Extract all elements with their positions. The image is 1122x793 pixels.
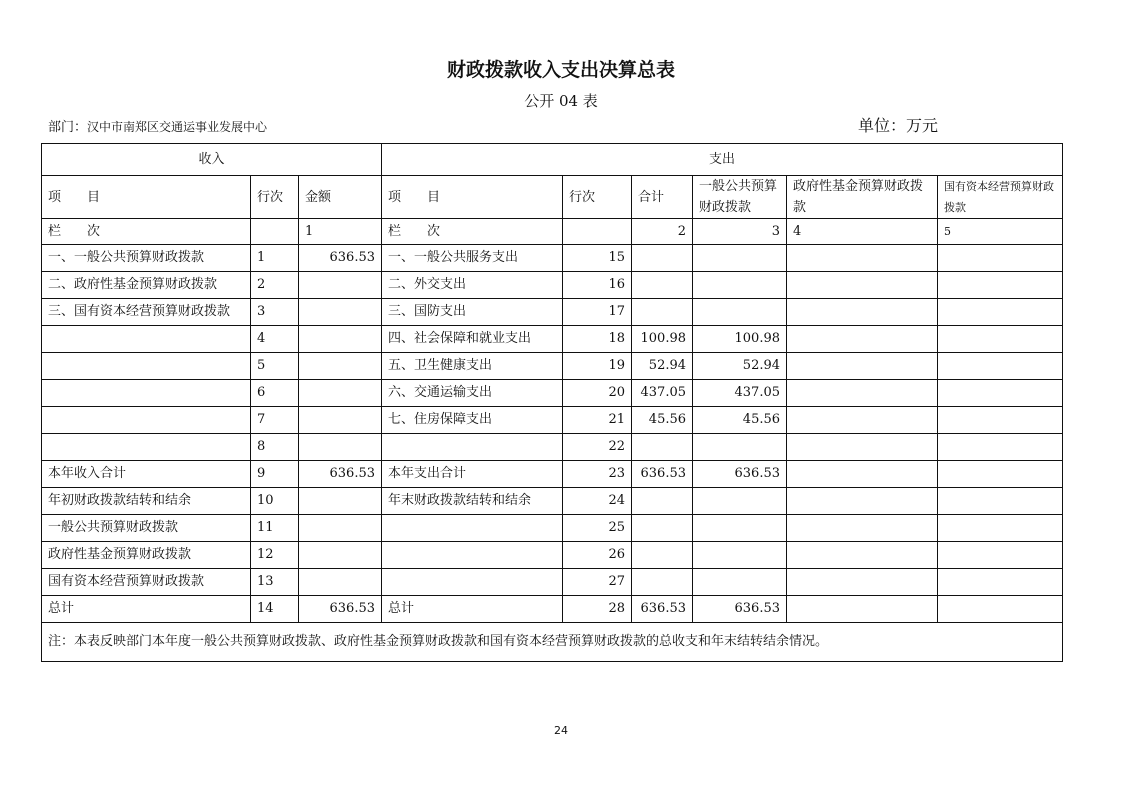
expense-total-header: 合计 [632, 176, 693, 219]
table-row [42, 461, 1063, 488]
state-capital-header: 国有资本经营预算财政拨款 [938, 176, 1063, 219]
expense-item-cell: 七、住房保障支出 [382, 407, 563, 434]
state-capital-cell [938, 596, 1063, 623]
income-item-cell [42, 326, 251, 353]
income-row-no-cell: 13 [251, 569, 299, 596]
income-row-no-cell: 11 [251, 515, 299, 542]
expense-item-cell [382, 569, 563, 596]
state-capital-cell [938, 407, 1063, 434]
state-capital-cell [938, 542, 1063, 569]
expense-item-cell: 二、外交支出 [382, 272, 563, 299]
table-row [42, 299, 1063, 326]
column-index-4: 4 [787, 219, 938, 245]
income-row-no-cell: 3 [251, 299, 299, 326]
income-amount-cell [299, 326, 382, 353]
income-item-cell: 本年收入合计 [42, 461, 251, 488]
table-note: 注：本表反映部门本年度一般公共预算财政拨款、政府性基金预算财政拨款和国有资本经营预算财政拨款的总收支和年末结转结余情况。 [42, 623, 1063, 662]
page-number: 24 [554, 724, 568, 737]
column-index-label: 栏 次 [42, 219, 251, 245]
department-name: 汉中市南郑区交通运事业发展中心 [87, 120, 268, 134]
gov-fund-cell [787, 515, 938, 542]
general-budget-header: 一般公共预算财政拨款 [693, 176, 787, 219]
general-budget-cell [693, 434, 787, 461]
income-amount-cell [299, 407, 382, 434]
gov-fund-cell [787, 434, 938, 461]
expense-row-no-cell: 18 [563, 326, 632, 353]
general-budget-cell [693, 272, 787, 299]
gov-fund-cell [787, 272, 938, 299]
state-capital-cell [938, 515, 1063, 542]
expense-item-cell: 年末财政拨款结转和结余 [382, 488, 563, 515]
income-item-cell [42, 380, 251, 407]
income-row-no-cell: 14 [251, 596, 299, 623]
table-row [42, 407, 1063, 434]
gov-fund-cell [787, 407, 938, 434]
state-capital-cell [938, 488, 1063, 515]
gov-fund-cell [787, 245, 938, 272]
income-row-no-cell: 1 [251, 245, 299, 272]
table-row [42, 542, 1063, 569]
department-line [48, 119, 267, 136]
general-budget-cell: 636.53 [693, 461, 787, 488]
expense-row-no-cell: 22 [563, 434, 632, 461]
general-budget-cell: 52.94 [693, 353, 787, 380]
gov-fund-cell [787, 380, 938, 407]
expense-item-cell: 六、交通运输支出 [382, 380, 563, 407]
gov-fund-cell [787, 353, 938, 380]
income-row-no-cell: 7 [251, 407, 299, 434]
state-capital-cell [938, 245, 1063, 272]
income-row-no-cell: 10 [251, 488, 299, 515]
column-index-blank [251, 219, 299, 245]
expense-item-cell [382, 515, 563, 542]
income-row-no-cell: 2 [251, 272, 299, 299]
expense-total-cell [632, 272, 693, 299]
income-item-cell: 三、国有资本经营预算财政拨款 [42, 299, 251, 326]
expense-row-no-cell: 23 [563, 461, 632, 488]
expense-item-cell: 总计 [382, 596, 563, 623]
income-row-no-cell: 12 [251, 542, 299, 569]
gov-fund-cell [787, 299, 938, 326]
income-amount-cell [299, 299, 382, 326]
expense-total-cell [632, 299, 693, 326]
table-row [42, 515, 1063, 542]
expense-row-no-cell: 21 [563, 407, 632, 434]
state-capital-cell [938, 434, 1063, 461]
table-row [42, 353, 1063, 380]
expense-item-cell [382, 434, 563, 461]
expense-row-no-cell: 20 [563, 380, 632, 407]
income-item-cell [42, 353, 251, 380]
income-row-no-cell: 4 [251, 326, 299, 353]
income-row-no-cell: 9 [251, 461, 299, 488]
expense-total-cell: 437.05 [632, 380, 693, 407]
expense-total-cell [632, 515, 693, 542]
gov-fund-cell [787, 488, 938, 515]
state-capital-cell [938, 353, 1063, 380]
section-header-row [42, 144, 1063, 176]
expense-item-cell: 一、一般公共服务支出 [382, 245, 563, 272]
state-capital-cell [938, 461, 1063, 488]
general-budget-cell [693, 515, 787, 542]
report-subtitle: 公开 04 表 [524, 92, 598, 110]
gov-fund-cell [787, 596, 938, 623]
table-row [42, 569, 1063, 596]
income-amount-cell: 636.53 [299, 461, 382, 488]
expense-row-no-cell: 16 [563, 272, 632, 299]
table-row [42, 326, 1063, 353]
income-row-no-cell: 8 [251, 434, 299, 461]
income-amount-cell [299, 272, 382, 299]
expense-column-index-label: 栏 次 [382, 219, 563, 245]
column-index-row [42, 219, 1063, 245]
income-item-header: 项 目 [42, 176, 251, 219]
column-index-5: 5 [938, 219, 1063, 245]
income-amount-cell [299, 488, 382, 515]
expense-total-cell [632, 569, 693, 596]
income-amount-cell [299, 380, 382, 407]
income-item-cell [42, 434, 251, 461]
gov-fund-cell [787, 326, 938, 353]
income-item-cell: 国有资本经营预算财政拨款 [42, 569, 251, 596]
expense-total-cell [632, 488, 693, 515]
general-budget-cell: 636.53 [693, 596, 787, 623]
expense-row-no-cell: 24 [563, 488, 632, 515]
state-capital-cell [938, 326, 1063, 353]
expense-total-cell [632, 434, 693, 461]
column-index-2: 2 [632, 219, 693, 245]
expense-item-cell [382, 542, 563, 569]
expense-item-cell: 四、社会保障和就业支出 [382, 326, 563, 353]
expense-row-no-cell: 28 [563, 596, 632, 623]
income-item-cell [42, 407, 251, 434]
table-row [42, 434, 1063, 461]
expense-row-no-cell: 26 [563, 542, 632, 569]
income-amount-header: 金额 [299, 176, 382, 219]
general-budget-cell [693, 542, 787, 569]
table-row [42, 245, 1063, 272]
general-budget-cell [693, 488, 787, 515]
income-amount-cell [299, 515, 382, 542]
income-row-no-cell: 5 [251, 353, 299, 380]
income-amount-cell: 636.53 [299, 245, 382, 272]
expense-row-no-cell: 25 [563, 515, 632, 542]
state-capital-cell [938, 272, 1063, 299]
income-section-header: 收入 [42, 144, 382, 176]
general-budget-cell: 100.98 [693, 326, 787, 353]
expense-total-cell: 52.94 [632, 353, 693, 380]
column-index-1: 1 [299, 219, 382, 245]
column-index-3: 3 [693, 219, 787, 245]
expense-item-cell: 五、卫生健康支出 [382, 353, 563, 380]
general-budget-cell: 45.56 [693, 407, 787, 434]
financial-summary-table [41, 143, 1063, 662]
expense-row-no-cell: 27 [563, 569, 632, 596]
table-row [42, 380, 1063, 407]
income-item-cell: 年初财政拨款结转和结余 [42, 488, 251, 515]
state-capital-cell [938, 299, 1063, 326]
expense-item-cell: 三、国防支出 [382, 299, 563, 326]
department-label: 部门： [48, 120, 88, 135]
expense-section-header: 支出 [382, 144, 1063, 176]
unit-label: 单位：万元 [858, 116, 939, 135]
income-amount-cell: 636.53 [299, 596, 382, 623]
expense-total-cell [632, 542, 693, 569]
general-budget-cell: 437.05 [693, 380, 787, 407]
income-row-no-cell: 6 [251, 380, 299, 407]
expense-item-cell: 本年支出合计 [382, 461, 563, 488]
gov-fund-cell [787, 542, 938, 569]
state-capital-cell [938, 569, 1063, 596]
report-title: 财政拨款收入支出决算总表 [446, 59, 675, 81]
expense-total-cell: 636.53 [632, 461, 693, 488]
general-budget-cell [693, 245, 787, 272]
expense-item-header: 项 目 [382, 176, 563, 219]
gov-fund-header: 政府性基金预算财政拨款 [787, 176, 938, 219]
general-budget-cell [693, 569, 787, 596]
expense-total-cell [632, 245, 693, 272]
expense-row-no-cell: 19 [563, 353, 632, 380]
income-row-no-header: 行次 [251, 176, 299, 219]
income-item-cell: 政府性基金预算财政拨款 [42, 542, 251, 569]
income-amount-cell [299, 434, 382, 461]
gov-fund-cell [787, 569, 938, 596]
general-budget-cell [693, 299, 787, 326]
expense-column-index-blank [563, 219, 632, 245]
expense-row-no-cell: 15 [563, 245, 632, 272]
expense-row-no-header: 行次 [563, 176, 632, 219]
income-item-cell: 一、一般公共预算财政拨款 [42, 245, 251, 272]
income-item-cell: 二、政府性基金预算财政拨款 [42, 272, 251, 299]
column-header-row [42, 176, 1063, 219]
table-row [42, 272, 1063, 299]
table-row [42, 488, 1063, 515]
income-item-cell: 总计 [42, 596, 251, 623]
expense-total-cell: 636.53 [632, 596, 693, 623]
expense-row-no-cell: 17 [563, 299, 632, 326]
note-row [42, 623, 1063, 662]
state-capital-cell [938, 380, 1063, 407]
table-row [42, 596, 1063, 623]
income-amount-cell [299, 542, 382, 569]
income-item-cell: 一般公共预算财政拨款 [42, 515, 251, 542]
income-amount-cell [299, 353, 382, 380]
expense-total-cell: 45.56 [632, 407, 693, 434]
gov-fund-cell [787, 461, 938, 488]
expense-total-cell: 100.98 [632, 326, 693, 353]
income-amount-cell [299, 569, 382, 596]
